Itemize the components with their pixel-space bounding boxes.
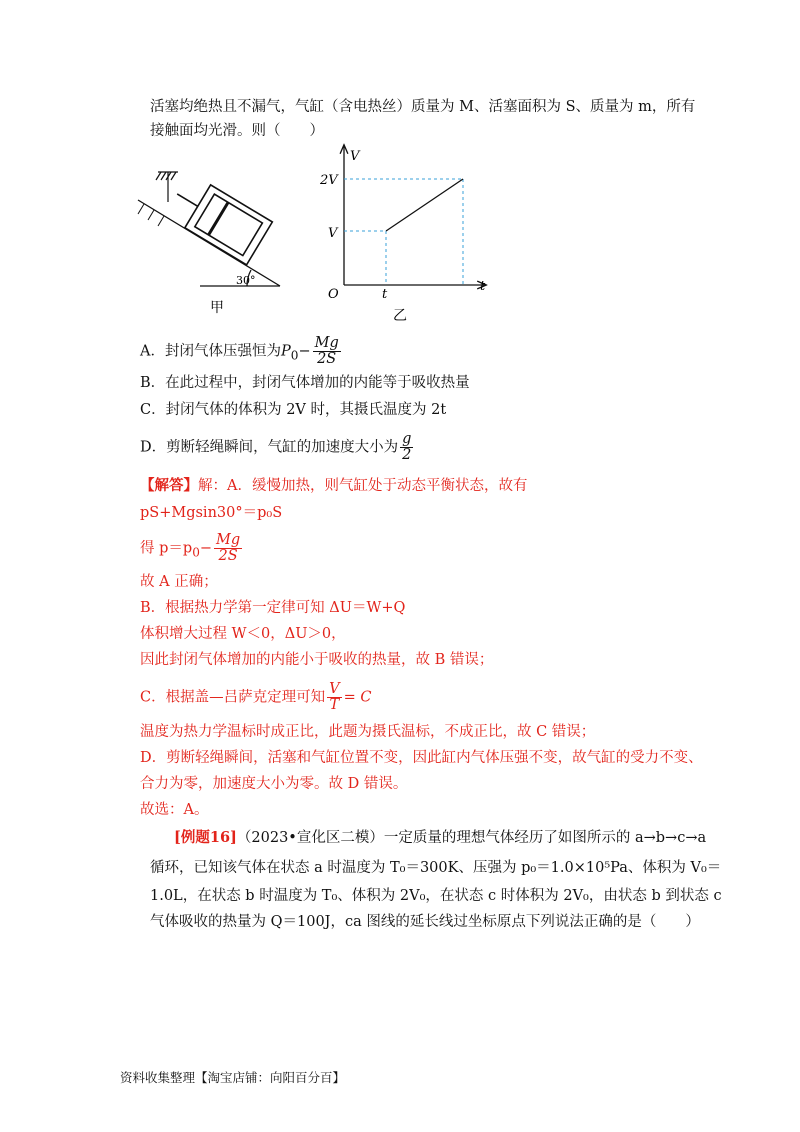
option-d [140,432,415,463]
intro-line-1: 活塞均绝热且不漏气，气缸（含电热丝）质量为 M、活塞面积为 S、质量为 m，所有 [150,99,696,115]
option-d-fraction [400,432,413,463]
option-a-fraction [313,336,341,367]
answer-line-5: B．根据热力学第一定律可知 ΔU＝W+Q [140,600,406,616]
example16-line-3: 1.0L，在状态 b 时温度为 T₀、体积为 2V₀，在状态 c 时体积为 2V₀，由状态 b 到状态 c [150,888,722,904]
answer-line-8 [140,682,371,713]
answer-line-3 [140,533,244,564]
example16-text-1: （2023•宣化区二模）一定质量的理想气体经历了如图所示的 a→b→c→a [236,830,707,846]
option-a-sub: 0 [290,348,299,363]
answer-line-8-num: V [329,681,340,697]
cylinder [164,172,272,264]
answer-line-11: 合力为零，加速度大小为零。故 D 错误。 [140,776,408,792]
figure-jia [130,160,300,320]
answer-tag: 【解答】 [140,477,198,494]
answer-line-8-den: T [329,697,340,713]
option-c: C．封闭气体的体积为 2V 时，其摄氏温度为 2t [140,402,447,418]
answer-line-2: pS+Mgsin30°＝p₀S [140,505,283,521]
option-b: B．在此过程中，封闭气体增加的内能等于吸收热量 [140,375,470,391]
intro-line-2: 接触面均光滑。则（ ） [150,123,324,139]
answer-line-10: D．剪断轻绳瞬间，活塞和气缸位置不变，因此缸内气体压强不变，故气缸的受力不变、 [140,750,703,766]
option-d-num: g [402,431,412,447]
answer-line-3-num: Mg [216,532,241,548]
example16-line-1 [174,828,706,848]
example16-tag: [例题16] [174,829,237,846]
answer-line-3-text: 得 p＝p [140,540,193,557]
example16-line-4: 气体吸收的热量为 Q＝100J，ca 图线的延长线过坐标原点下列说法正确的是（ ） [150,914,700,930]
answer-line-3-minus: − [199,540,213,557]
origin-label: O [328,287,339,302]
answer-line-8-text: C．根据盖—吕萨克定理可知 [140,689,326,706]
example16-line-2: 循环，已知该气体在状态 a 时温度为 T₀＝300K、压强为 p₀＝1.0×10⁵Pa、体积为 V₀＝ [150,860,722,876]
answer-line-8-suffix: = C [343,689,372,706]
answer-line-3-fraction [214,533,242,564]
option-d-den: 2 [402,447,412,463]
answer-line-8-fraction [327,682,341,713]
answer-line-7: 因此封闭气体增加的内能小于吸收的热量，故 B 错误； [140,652,494,668]
v-t-line [386,179,463,231]
y-tick-v: V [328,226,338,241]
x-axis-label: t [480,279,486,294]
angle-label: 30° [236,274,256,287]
answer-line-3-den: 2S [218,548,238,564]
option-a-minus: − [298,343,311,360]
caption-jia: 甲 [210,300,224,316]
answer-line-4: 故 A 正确； [140,574,218,590]
option-a-den: 2S [317,351,337,367]
y-axis-label: V [350,149,360,164]
answer-line-6: 体积增大过程 W＜0，ΔU＞0， [140,626,346,642]
x-tick-t: t [382,287,388,302]
figure-yi [310,140,500,325]
ceiling-hatch [156,172,178,202]
option-d-text: D．剪断轻绳瞬间，气缸的加速度大小为 [140,439,399,456]
option-a-text: A．封闭气体压强恒为 [140,343,281,360]
answer-line-12: 故选：A。 [140,802,209,818]
guide-lines [344,179,463,285]
answer-line-1 [140,476,527,496]
y-tick-2v: 2V [320,173,338,188]
option-a-num: Mg [314,335,339,351]
footer-text: 资料收集整理【淘宝店铺：向阳百分百】 [120,1070,346,1085]
caption-yi: 乙 [393,308,407,324]
option-a [140,336,343,367]
answer-line-9: 温度为热力学温标时成正比，此题为摄氏温标，不成正比，故 C 错误； [140,724,596,740]
answer-line-3-sub: 0 [192,545,200,560]
option-a-p: P [280,343,291,360]
answer-text-1: 解：A．缓慢加热，则气缸处于动态平衡状态，故有 [198,478,528,494]
